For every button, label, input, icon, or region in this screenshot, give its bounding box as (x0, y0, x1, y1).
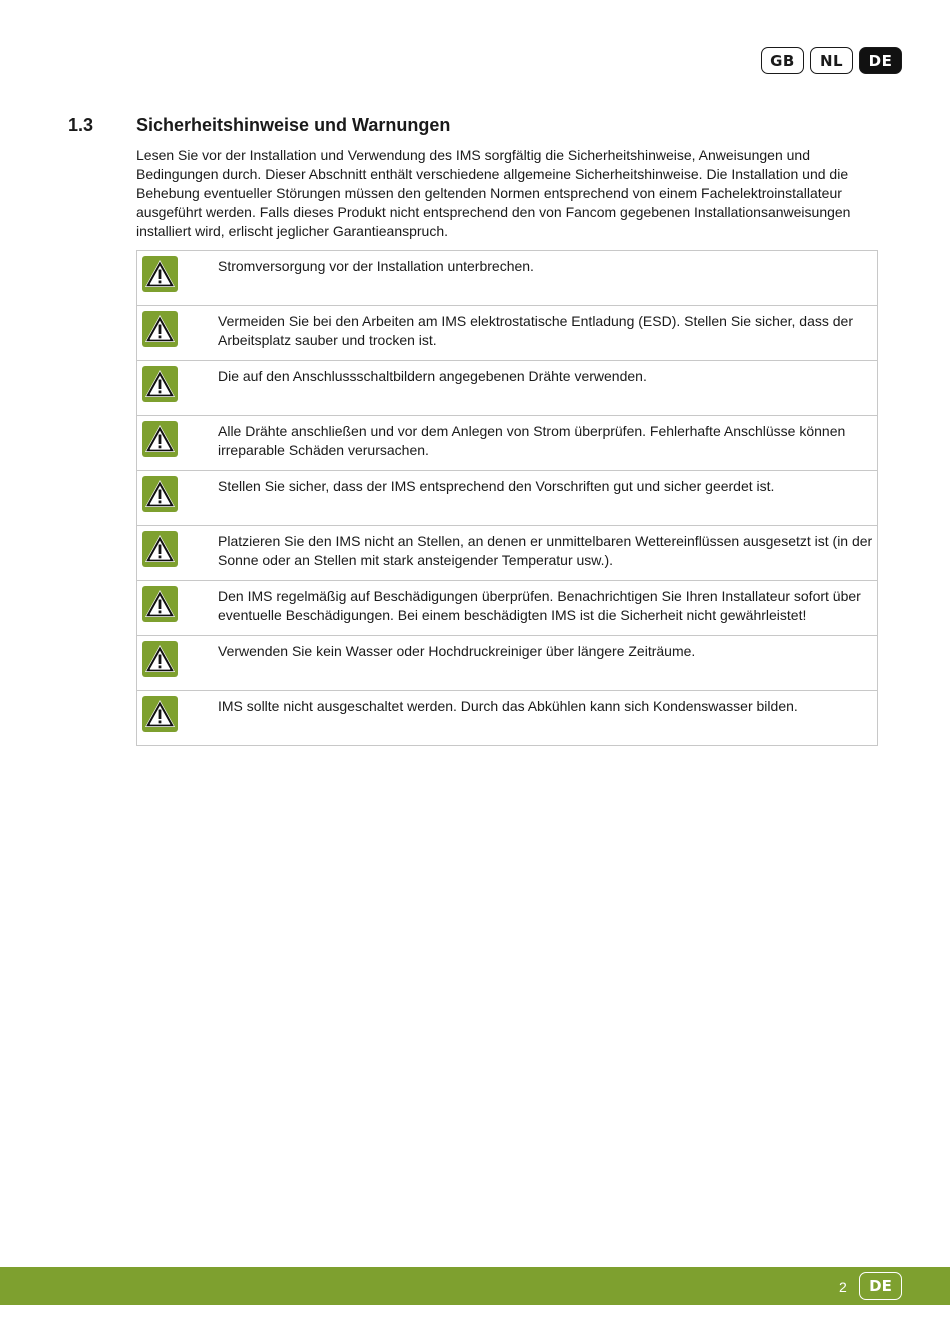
language-tabs (761, 47, 902, 74)
warning-triangle-icon (142, 696, 178, 732)
warning-text: Die auf den Anschlussschaltbildern angegebenen Drähte verwenden. (218, 361, 878, 416)
warning-row (137, 416, 878, 471)
warning-triangle-icon (142, 256, 178, 292)
warning-triangle-icon (142, 421, 178, 457)
language-tab-de[interactable]: DE (859, 47, 902, 74)
warning-triangle-icon (142, 586, 178, 622)
language-tab-nl[interactable]: NL (810, 47, 853, 74)
warning-icon-cell (137, 306, 219, 361)
section-number: 1.3 (68, 115, 94, 135)
warning-icon-cell (137, 416, 219, 471)
warning-row (137, 581, 878, 636)
warning-row (137, 526, 878, 581)
warning-icon-cell (137, 251, 219, 306)
warning-triangle-icon (142, 641, 178, 677)
warning-row (137, 361, 878, 416)
warning-icon-cell (137, 526, 219, 581)
warning-row (137, 691, 878, 746)
warning-row (137, 636, 878, 691)
page-number: 2 (839, 1279, 847, 1295)
warning-triangle-icon (142, 366, 178, 402)
warning-text: Platzieren Sie den IMS nicht an Stellen, an denen er unmittelbaren Wettereinflüssen ausgesetzt ist (in der Sonne oder an Stellen mit stark ansteigender Temperatur usw.). (218, 526, 878, 581)
section-title: Sicherheitshinweise und Warnungen (136, 115, 451, 135)
warning-text: Alle Drähte anschließen und vor dem Anlegen von Strom überprüfen. Fehlerhafte Anschlüsse können irreparable Schäden verursachen. (218, 416, 878, 471)
warning-row (137, 251, 878, 306)
warning-text: Vermeiden Sie bei den Arbeiten am IMS elektrostatische Entladung (ESD). Stellen Sie sicher, dass der Arbeitsplatz sauber und trocken ist. (218, 306, 878, 361)
warnings-table (136, 250, 878, 746)
warning-triangle-icon (142, 531, 178, 567)
warning-icon-cell (137, 361, 219, 416)
warning-icon-cell (137, 691, 219, 746)
warning-triangle-icon (142, 476, 178, 512)
warning-text: Stellen Sie sicher, dass der IMS entsprechend den Vorschriften gut und sicher geerdet ist. (218, 471, 878, 526)
language-tab-gb[interactable]: GB (761, 47, 804, 74)
warning-icon-cell (137, 471, 219, 526)
warning-triangle-icon (142, 311, 178, 347)
warning-text: IMS sollte nicht ausgeschaltet werden. Durch das Abkühlen kann sich Kondenswasser bilden. (218, 691, 878, 746)
warning-text: Den IMS regelmäßig auf Beschädigungen überprüfen. Benachrichtigen Sie Ihren Installateur sofort über eventuelle Beschädigungen. Bei einem beschädigten IMS ist die Sicherheit nicht gewährleistet! (218, 581, 878, 636)
warning-icon-cell (137, 636, 219, 691)
warning-row (137, 306, 878, 361)
warning-text: Stromversorgung vor der Installation unterbrechen. (218, 251, 878, 306)
footer-bar (0, 1267, 950, 1305)
warning-row (137, 471, 878, 526)
footer-language-tab: DE (859, 1272, 902, 1300)
warning-text: Verwenden Sie kein Wasser oder Hochdruckreiniger über längere Zeiträume. (218, 636, 878, 691)
warning-icon-cell (137, 581, 219, 636)
intro-paragraph: Lesen Sie vor der Installation und Verwendung des IMS sorgfältig die Sicherheitshinweise, Anweisungen und Bedingungen durch. Dieser Abschnitt enthält verschiedene allgemeine Sicherheitshinweise. Die Installation und die Behebung eventueller Störungen müssen den geltenden Normen entsprechend von einem Fachelektroinstallateur ausgeführt werden. Falls dieses Produkt nicht entsprechend den von Fancom gegebenen Installationsanweisungen installiert wird, erlischt jeglicher Garantieanspruch. (136, 147, 851, 239)
